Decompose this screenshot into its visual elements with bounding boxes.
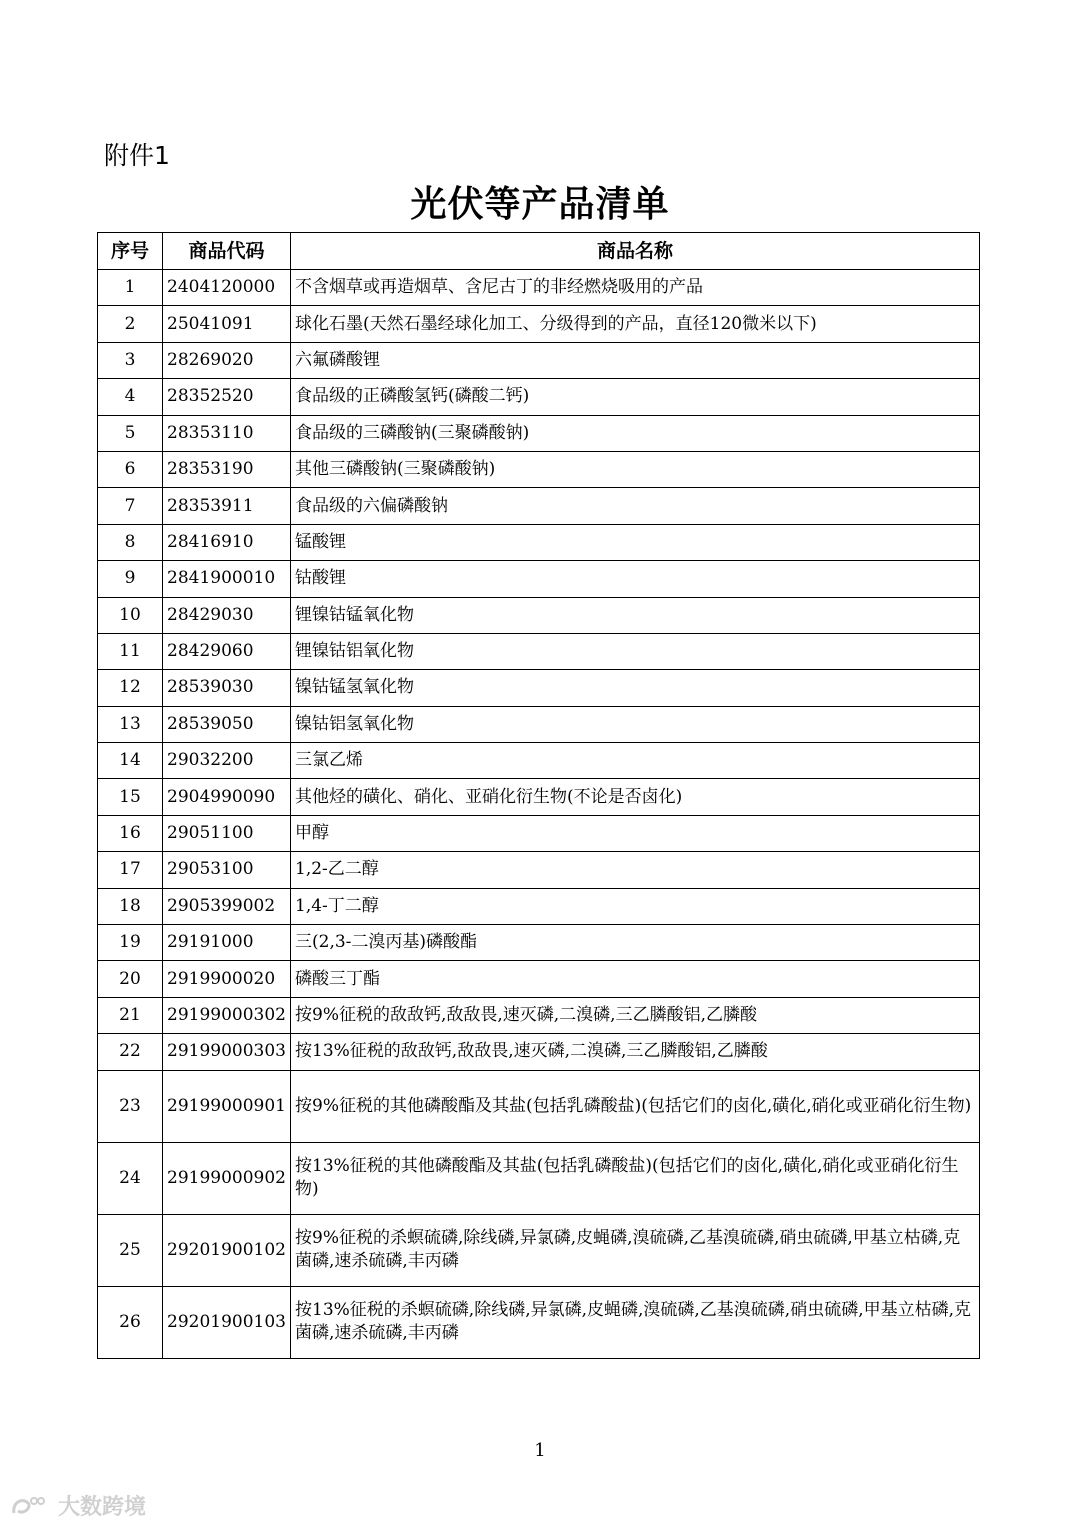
cell-seq: 14 xyxy=(98,743,163,779)
watermark-logo-icon xyxy=(10,1493,50,1519)
table-row xyxy=(98,1070,980,1142)
cell-code: 2841900010 xyxy=(163,561,291,597)
table-row xyxy=(98,779,980,815)
watermark xyxy=(10,1490,146,1521)
cell-seq: 8 xyxy=(98,524,163,560)
cell-name: 其他烃的磺化、硝化、亚硝化衍生物(不论是否卤化) xyxy=(291,779,980,815)
cell-seq: 7 xyxy=(98,488,163,524)
cell-name: 三(2,3-二溴丙基)磷酸酯 xyxy=(291,925,980,961)
cell-code: 29199000901 xyxy=(163,1070,291,1142)
column-header-name: 商品名称 xyxy=(291,233,980,270)
cell-code: 2905399002 xyxy=(163,888,291,924)
cell-seq: 26 xyxy=(98,1286,163,1358)
cell-seq: 16 xyxy=(98,815,163,851)
table-row xyxy=(98,706,980,742)
cell-code: 28539030 xyxy=(163,670,291,706)
cell-seq: 6 xyxy=(98,451,163,487)
cell-seq: 17 xyxy=(98,852,163,888)
cell-code: 29053100 xyxy=(163,852,291,888)
column-header-code: 商品代码 xyxy=(163,233,291,270)
table-row xyxy=(98,888,980,924)
cell-name: 按13%征税的敌敌钙,敌敌畏,速灭磷,二溴磷,三乙膦酸铝,乙膦酸 xyxy=(291,1034,980,1070)
cell-name: 按13%征税的其他磷酸酯及其盐(包括乳磷酸盐)(包括它们的卤化,磺化,硝化或亚硝化衍生物) xyxy=(291,1142,980,1214)
cell-code: 25041091 xyxy=(163,306,291,342)
table-header-row xyxy=(98,233,980,270)
cell-name: 食品级的三磷酸钠(三聚磷酸钠) xyxy=(291,415,980,451)
page-title: 光伏等产品清单 xyxy=(410,183,670,225)
table-row xyxy=(98,524,980,560)
cell-seq: 21 xyxy=(98,997,163,1033)
cell-seq: 25 xyxy=(98,1214,163,1286)
table-row xyxy=(98,815,980,851)
table-row xyxy=(98,961,980,997)
cell-code: 2904990090 xyxy=(163,779,291,815)
cell-name: 三氯乙烯 xyxy=(291,743,980,779)
cell-name: 锂镍钴锰氧化物 xyxy=(291,597,980,633)
table-row xyxy=(98,1214,980,1286)
watermark-text: 大数跨境 xyxy=(58,1495,147,1520)
cell-name: 食品级的六偏磷酸钠 xyxy=(291,488,980,524)
cell-name: 按13%征税的杀螟硫磷,除线磷,异氯磷,皮蝇磷,溴硫磷,乙基溴硫磷,硝虫硫磷,甲基立枯磷,克菌磷,速杀硫磷,丰丙磷 xyxy=(291,1286,980,1358)
cell-code: 28429030 xyxy=(163,597,291,633)
table-row xyxy=(98,306,980,342)
table-row xyxy=(98,561,980,597)
table-row xyxy=(98,925,980,961)
cell-name: 其他三磷酸钠(三聚磷酸钠) xyxy=(291,451,980,487)
cell-code: 28352520 xyxy=(163,379,291,415)
table-row xyxy=(98,342,980,378)
cell-code: 28353911 xyxy=(163,488,291,524)
cell-seq: 20 xyxy=(98,961,163,997)
cell-code: 2919900020 xyxy=(163,961,291,997)
table-row xyxy=(98,415,980,451)
cell-name: 镍钴锰氢氧化物 xyxy=(291,670,980,706)
cell-name: 按9%征税的其他磷酸酯及其盐(包括乳磷酸盐)(包括它们的卤化,磺化,硝化或亚硝化衍生物) xyxy=(291,1070,980,1142)
cell-seq: 3 xyxy=(98,342,163,378)
cell-code: 29032200 xyxy=(163,743,291,779)
cell-code: 29199000902 xyxy=(163,1142,291,1214)
table-row xyxy=(98,488,980,524)
cell-code: 29051100 xyxy=(163,815,291,851)
table-row xyxy=(98,270,980,306)
cell-name: 按9%征税的敌敌钙,敌敌畏,速灭磷,二溴磷,三乙膦酸铝,乙膦酸 xyxy=(291,997,980,1033)
cell-seq: 4 xyxy=(98,379,163,415)
cell-name: 1,4-丁二醇 xyxy=(291,888,980,924)
table-row xyxy=(98,743,980,779)
cell-name: 六氟磷酸锂 xyxy=(291,342,980,378)
table-row xyxy=(98,1286,980,1358)
cell-seq: 2 xyxy=(98,306,163,342)
cell-code: 29201900102 xyxy=(163,1214,291,1286)
product-list-table xyxy=(97,232,980,1359)
table-row xyxy=(98,1034,980,1070)
table-row xyxy=(98,1142,980,1214)
cell-seq: 1 xyxy=(98,270,163,306)
table-row xyxy=(98,852,980,888)
cell-seq: 19 xyxy=(98,925,163,961)
cell-code: 28429060 xyxy=(163,633,291,669)
cell-name: 不含烟草或再造烟草、含尼古丁的非经燃烧吸用的产品 xyxy=(291,270,980,306)
cell-name: 球化石墨(天然石墨经球化加工、分级得到的产品，直径120微米以下) xyxy=(291,306,980,342)
page-number: 1 xyxy=(534,1440,546,1461)
cell-code: 29201900103 xyxy=(163,1286,291,1358)
cell-name: 锰酸锂 xyxy=(291,524,980,560)
cell-seq: 23 xyxy=(98,1070,163,1142)
cell-code: 28539050 xyxy=(163,706,291,742)
cell-code: 2404120000 xyxy=(163,270,291,306)
column-header-seq: 序号 xyxy=(98,233,163,270)
cell-code: 28269020 xyxy=(163,342,291,378)
cell-code: 28353110 xyxy=(163,415,291,451)
cell-code: 28416910 xyxy=(163,524,291,560)
cell-seq: 15 xyxy=(98,779,163,815)
cell-seq: 10 xyxy=(98,597,163,633)
table-row xyxy=(98,670,980,706)
cell-name: 按9%征税的杀螟硫磷,除线磷,异氯磷,皮蝇磷,溴硫磷,乙基溴硫磷,硝虫硫磷,甲基立枯磷,克菌磷,速杀硫磷,丰丙磷 xyxy=(291,1214,980,1286)
table-row xyxy=(98,633,980,669)
cell-code: 29199000302 xyxy=(163,997,291,1033)
cell-code: 28353190 xyxy=(163,451,291,487)
cell-seq: 18 xyxy=(98,888,163,924)
attachment-label: 附件1 xyxy=(104,141,170,170)
cell-name: 甲醇 xyxy=(291,815,980,851)
cell-seq: 24 xyxy=(98,1142,163,1214)
table-row xyxy=(98,379,980,415)
cell-seq: 9 xyxy=(98,561,163,597)
table-row xyxy=(98,997,980,1033)
table-row xyxy=(98,451,980,487)
cell-code: 29199000303 xyxy=(163,1034,291,1070)
cell-name: 镍钴铝氢氧化物 xyxy=(291,706,980,742)
cell-name: 1,2-乙二醇 xyxy=(291,852,980,888)
cell-seq: 13 xyxy=(98,706,163,742)
cell-name: 食品级的正磷酸氢钙(磷酸二钙) xyxy=(291,379,980,415)
cell-name: 钴酸锂 xyxy=(291,561,980,597)
cell-seq: 5 xyxy=(98,415,163,451)
cell-name: 磷酸三丁酯 xyxy=(291,961,980,997)
cell-seq: 12 xyxy=(98,670,163,706)
table-row xyxy=(98,597,980,633)
cell-name: 锂镍钴铝氧化物 xyxy=(291,633,980,669)
cell-code: 29191000 xyxy=(163,925,291,961)
cell-seq: 22 xyxy=(98,1034,163,1070)
cell-seq: 11 xyxy=(98,633,163,669)
